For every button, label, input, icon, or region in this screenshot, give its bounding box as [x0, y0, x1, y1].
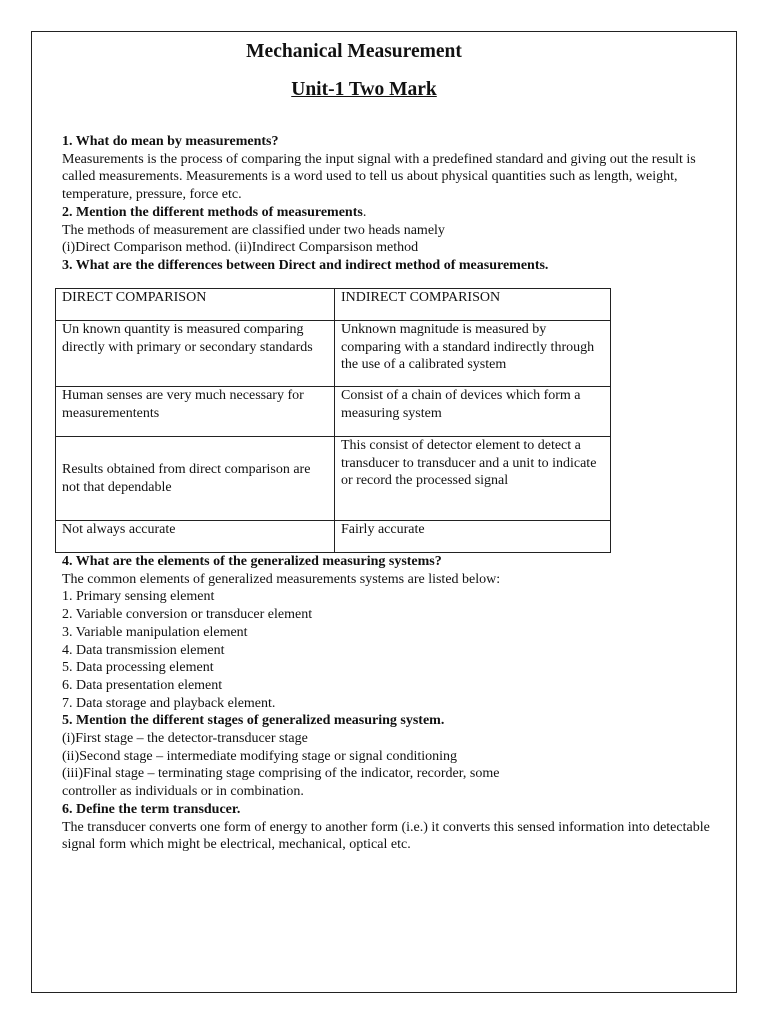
list-item: 2. Variable conversion or transducer element: [62, 607, 313, 623]
question-5: 5. Mention the different stages of generalized measuring system.: [62, 713, 445, 729]
answer-5-line: controller as individuals or in combination.: [62, 784, 304, 800]
table-cell: Results obtained from direct comparison are not that dependable: [56, 437, 335, 521]
table-header-cell: INDIRECT COMPARISON: [335, 289, 611, 321]
table-cell: Unknown magnitude is measured by comparing with a standard indirectly through the use of a calibrated system: [335, 321, 611, 387]
answer-5-line: (ii)Second stage – intermediate modifying stage or signal conditioning: [62, 748, 458, 764]
table-cell: This consist of detector element to detect a transducer to transducer and a unit to indicate or record the processed signal: [335, 437, 611, 521]
list-item: 5. Data processing element: [62, 660, 214, 676]
question-2-line: [62, 204, 730, 222]
question-6: 6. Define the term transducer.: [62, 801, 241, 817]
table-row: [56, 521, 611, 553]
table-row: [56, 387, 611, 437]
list-item: 4. Data transmission element: [62, 642, 225, 658]
questions-4-to-6: [62, 553, 730, 854]
list-item: 6. Data presentation element: [62, 677, 223, 693]
question-4: 4. What are the elements of the generalized measuring systems?: [62, 554, 442, 569]
table-header-cell: DIRECT COMPARISON: [56, 289, 335, 321]
table-cell: Un known quantity is measured comparing directly with primary or secondary standards: [56, 321, 335, 387]
answer-2-line: The methods of measurement are classified under two heads namely: [62, 222, 445, 238]
table-row: [56, 437, 611, 521]
answer-2-line: (i)Direct Comparison method. (ii)Indirect Comparsison method: [62, 240, 419, 256]
document-subtitle: Unit-1 Two Mark: [291, 79, 437, 100]
list-item: 3. Variable manipulation element: [62, 624, 248, 640]
table-header-row: [56, 289, 611, 321]
table-row: [56, 321, 611, 387]
table-cell: Not always accurate: [56, 521, 335, 553]
comparison-table: [55, 288, 611, 553]
question-2: 2. Mention the different methods of measurements: [62, 204, 363, 220]
answer-5-line: (i)First stage – the detector-transducer stage: [62, 731, 308, 747]
question-1: 1. What do mean by measurements?: [62, 134, 279, 149]
questions-1-to-3: [62, 133, 730, 275]
document-title: Mechanical Measurement: [246, 41, 462, 62]
answer-5-line: (iii)Final stage – terminating stage comprising of the indicator, recorder, some: [62, 766, 500, 782]
table-cell: Fairly accurate: [335, 521, 611, 553]
question-3: 3. What are the differences between Direct and indirect method of measurements.: [62, 257, 549, 273]
answer-1: Measurements is the process of comparing the input signal with a predefined standard and giving out the result is called measurements. Measurements is a word used to tell us about physical quantities such as length, weight, temperature, pressure, force etc.: [62, 151, 696, 203]
table-cell: Human senses are very much necessary for measurementents: [56, 387, 335, 437]
answer-6: The transducer converts one form of energy to another form (i.e.) it converts this sensed information into detectable signal form which might be electrical, mechanical, optical etc.: [62, 819, 710, 853]
answer-4-intro: The common elements of generalized measurements systems are listed below:: [62, 571, 501, 587]
list-item: 1. Primary sensing element: [62, 589, 215, 605]
list-item: 7. Data storage and playback element.: [62, 695, 276, 711]
question-2-suffix: .: [362, 204, 367, 220]
table-cell: Consist of a chain of devices which form a measuring system: [335, 387, 611, 437]
